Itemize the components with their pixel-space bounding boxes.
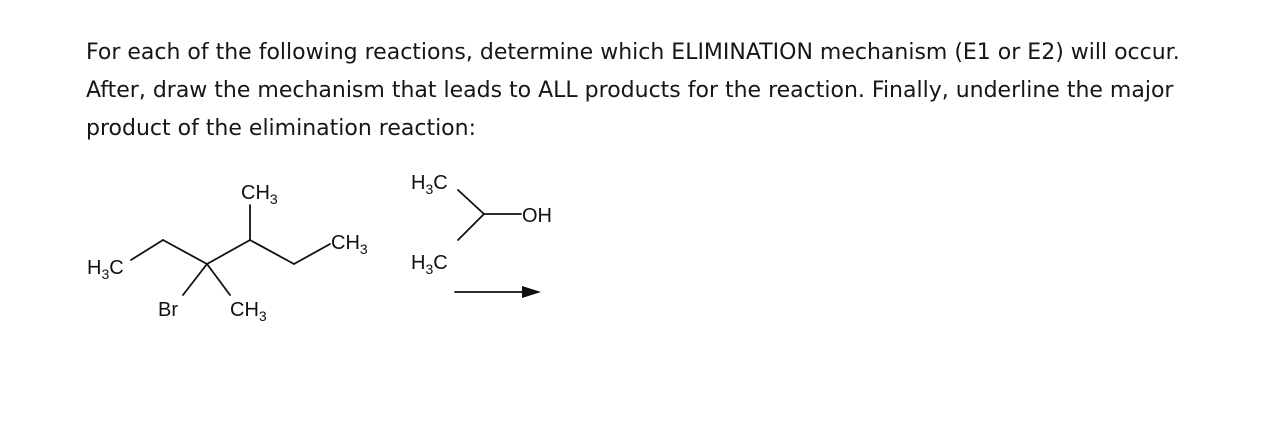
bond-bottom-methyl xyxy=(458,214,484,240)
reagent-top-methyl-label: $H_3C$ xyxy=(411,172,448,197)
bond-c3-bottom-methyl xyxy=(207,264,230,295)
reaction-arrowhead-icon xyxy=(522,286,541,298)
reaction-arrow xyxy=(455,286,541,298)
bond-c5-ch3 xyxy=(294,244,330,264)
bond-c2-c3 xyxy=(163,240,207,264)
bond-c1-c2 xyxy=(131,240,163,260)
bottom-methyl-label: $CH_3$ xyxy=(230,299,267,324)
reagent-bottom-methyl-label: $H_3C$ xyxy=(411,252,448,277)
reagent-molecule xyxy=(411,172,552,277)
substrate-molecule xyxy=(87,182,368,324)
bond-c3-c4 xyxy=(207,240,250,264)
top-methyl-label: $CH_3$ xyxy=(241,182,278,207)
bond-c4-c5 xyxy=(250,240,294,264)
bond-top-methyl xyxy=(458,190,484,214)
prompt-line-2: After, draw the mechanism that leads to ALL products for the reaction. Finally, underline the major xyxy=(86,78,1174,103)
bromine-label: Br xyxy=(158,299,178,321)
prompt-line-3: product of the elimination reaction: xyxy=(86,116,476,141)
bond-c3-br xyxy=(183,264,207,295)
left-methyl-label: $H_3C$ xyxy=(87,257,124,282)
hydroxyl-label: OH xyxy=(522,205,552,227)
right-methyl-label: $CH_3$ xyxy=(331,232,368,257)
prompt-line-1: For each of the following reactions, determine which ELIMINATION mechanism (E1 or E2) will occur. xyxy=(86,40,1180,65)
